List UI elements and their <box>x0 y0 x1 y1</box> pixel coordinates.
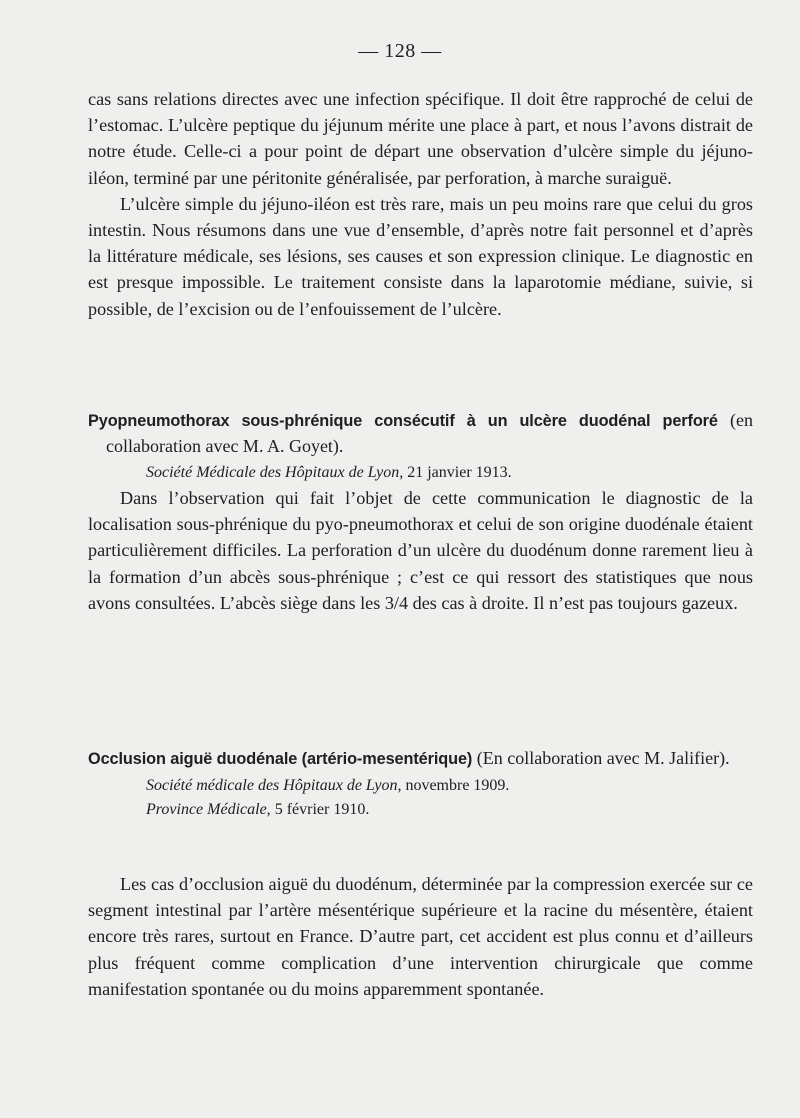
reference-date: 21 janvier 1913. <box>407 464 512 481</box>
section-collaboration: (en collaboration avec M. A. Goyet). <box>106 410 753 456</box>
reference-date: novembre 1909. <box>405 777 510 794</box>
section-title: Pyopneumothorax sous-phrénique consécutif à un ulcère duodénal perforé <box>88 412 718 430</box>
section-heading <box>88 408 753 459</box>
reference-date: 5 février 1910. <box>274 801 370 818</box>
section-pyopneumothorax <box>88 408 753 616</box>
section-title: Occlusion aiguë duodénale (artério-mesentérique) <box>88 750 473 768</box>
intro-paragraph-1: cas sans relations directes avec une infection spécifique. Il doit être rapproché de celui de l’estomac. L’ulcère peptique du jéjunum mérite une place à part, et nous l’avons distrait de notre étude. Celle-ci a pour point de départ une observation d’ulcère simple du jéjuno-iléon, terminé par une péritonite généralisée, par perforation, à marche suraiguë. <box>88 89 753 188</box>
intro-text <box>88 86 753 322</box>
intro-paragraph-2: L’ulcère simple du jéjuno-iléon est très rare, mais un peu moins rare que celui du gros intestin. Nous résumons dans une vue d’ensemble, d’après notre fait personnel et d’après la littérature médicale, ses lésions, ses causes et son expression clinique. Le diagnostic en est presque impossible. Le traitement consiste dans la laparotomie médiane, suivie, si possible, de l’excision ou de l’enfouissement de l’ulcère. <box>88 193 753 319</box>
section-collaboration: (En collaboration avec M. Jalifier). <box>476 748 730 768</box>
section-body: Dans l’observation qui fait l’objet de cette communication le diagnostic de la localisation sous-phrénique du pyo-pneumothorax et celui de son origine duodénale étaient particulièrement difficiles. La perforation d’un ulcère du duodénum donne rarement lieu à la formation d’un abcès sous-phrénique ; c’est ce qui ressort des statistiques que nous avons consultées. L’abcès siège dans les 3/4 des cas à droite. Il n’est pas toujours gazeux. <box>88 488 753 613</box>
section-references <box>88 461 753 485</box>
reference-line <box>146 461 753 485</box>
section-occlusion <box>88 746 753 1002</box>
section-heading <box>88 746 753 772</box>
section-references <box>88 774 753 822</box>
reference-source: Province Médicale, <box>146 801 271 818</box>
page-number: — 128 — <box>358 40 442 62</box>
section-body: Les cas d’occlusion aiguë du duodénum, déterminée par la compression exercée sur ce segment intestinal par l’artère mésentérique supérieure et la racine du mésentère, étaient encore très rares, surtout en France. D’autre part, cet accident est plus connu et d’ailleurs plus fréquent comme complication d’une intervention chirurgicale que comme manifestation spontanée ou du moins apparemment spontanée. <box>88 874 753 999</box>
reference-line <box>146 798 753 822</box>
reference-source: Société Médicale des Hôpitaux de Lyon, <box>146 464 404 481</box>
reference-line <box>146 774 753 798</box>
reference-source: Société médicale des Hôpitaux de Lyon, <box>146 777 402 794</box>
